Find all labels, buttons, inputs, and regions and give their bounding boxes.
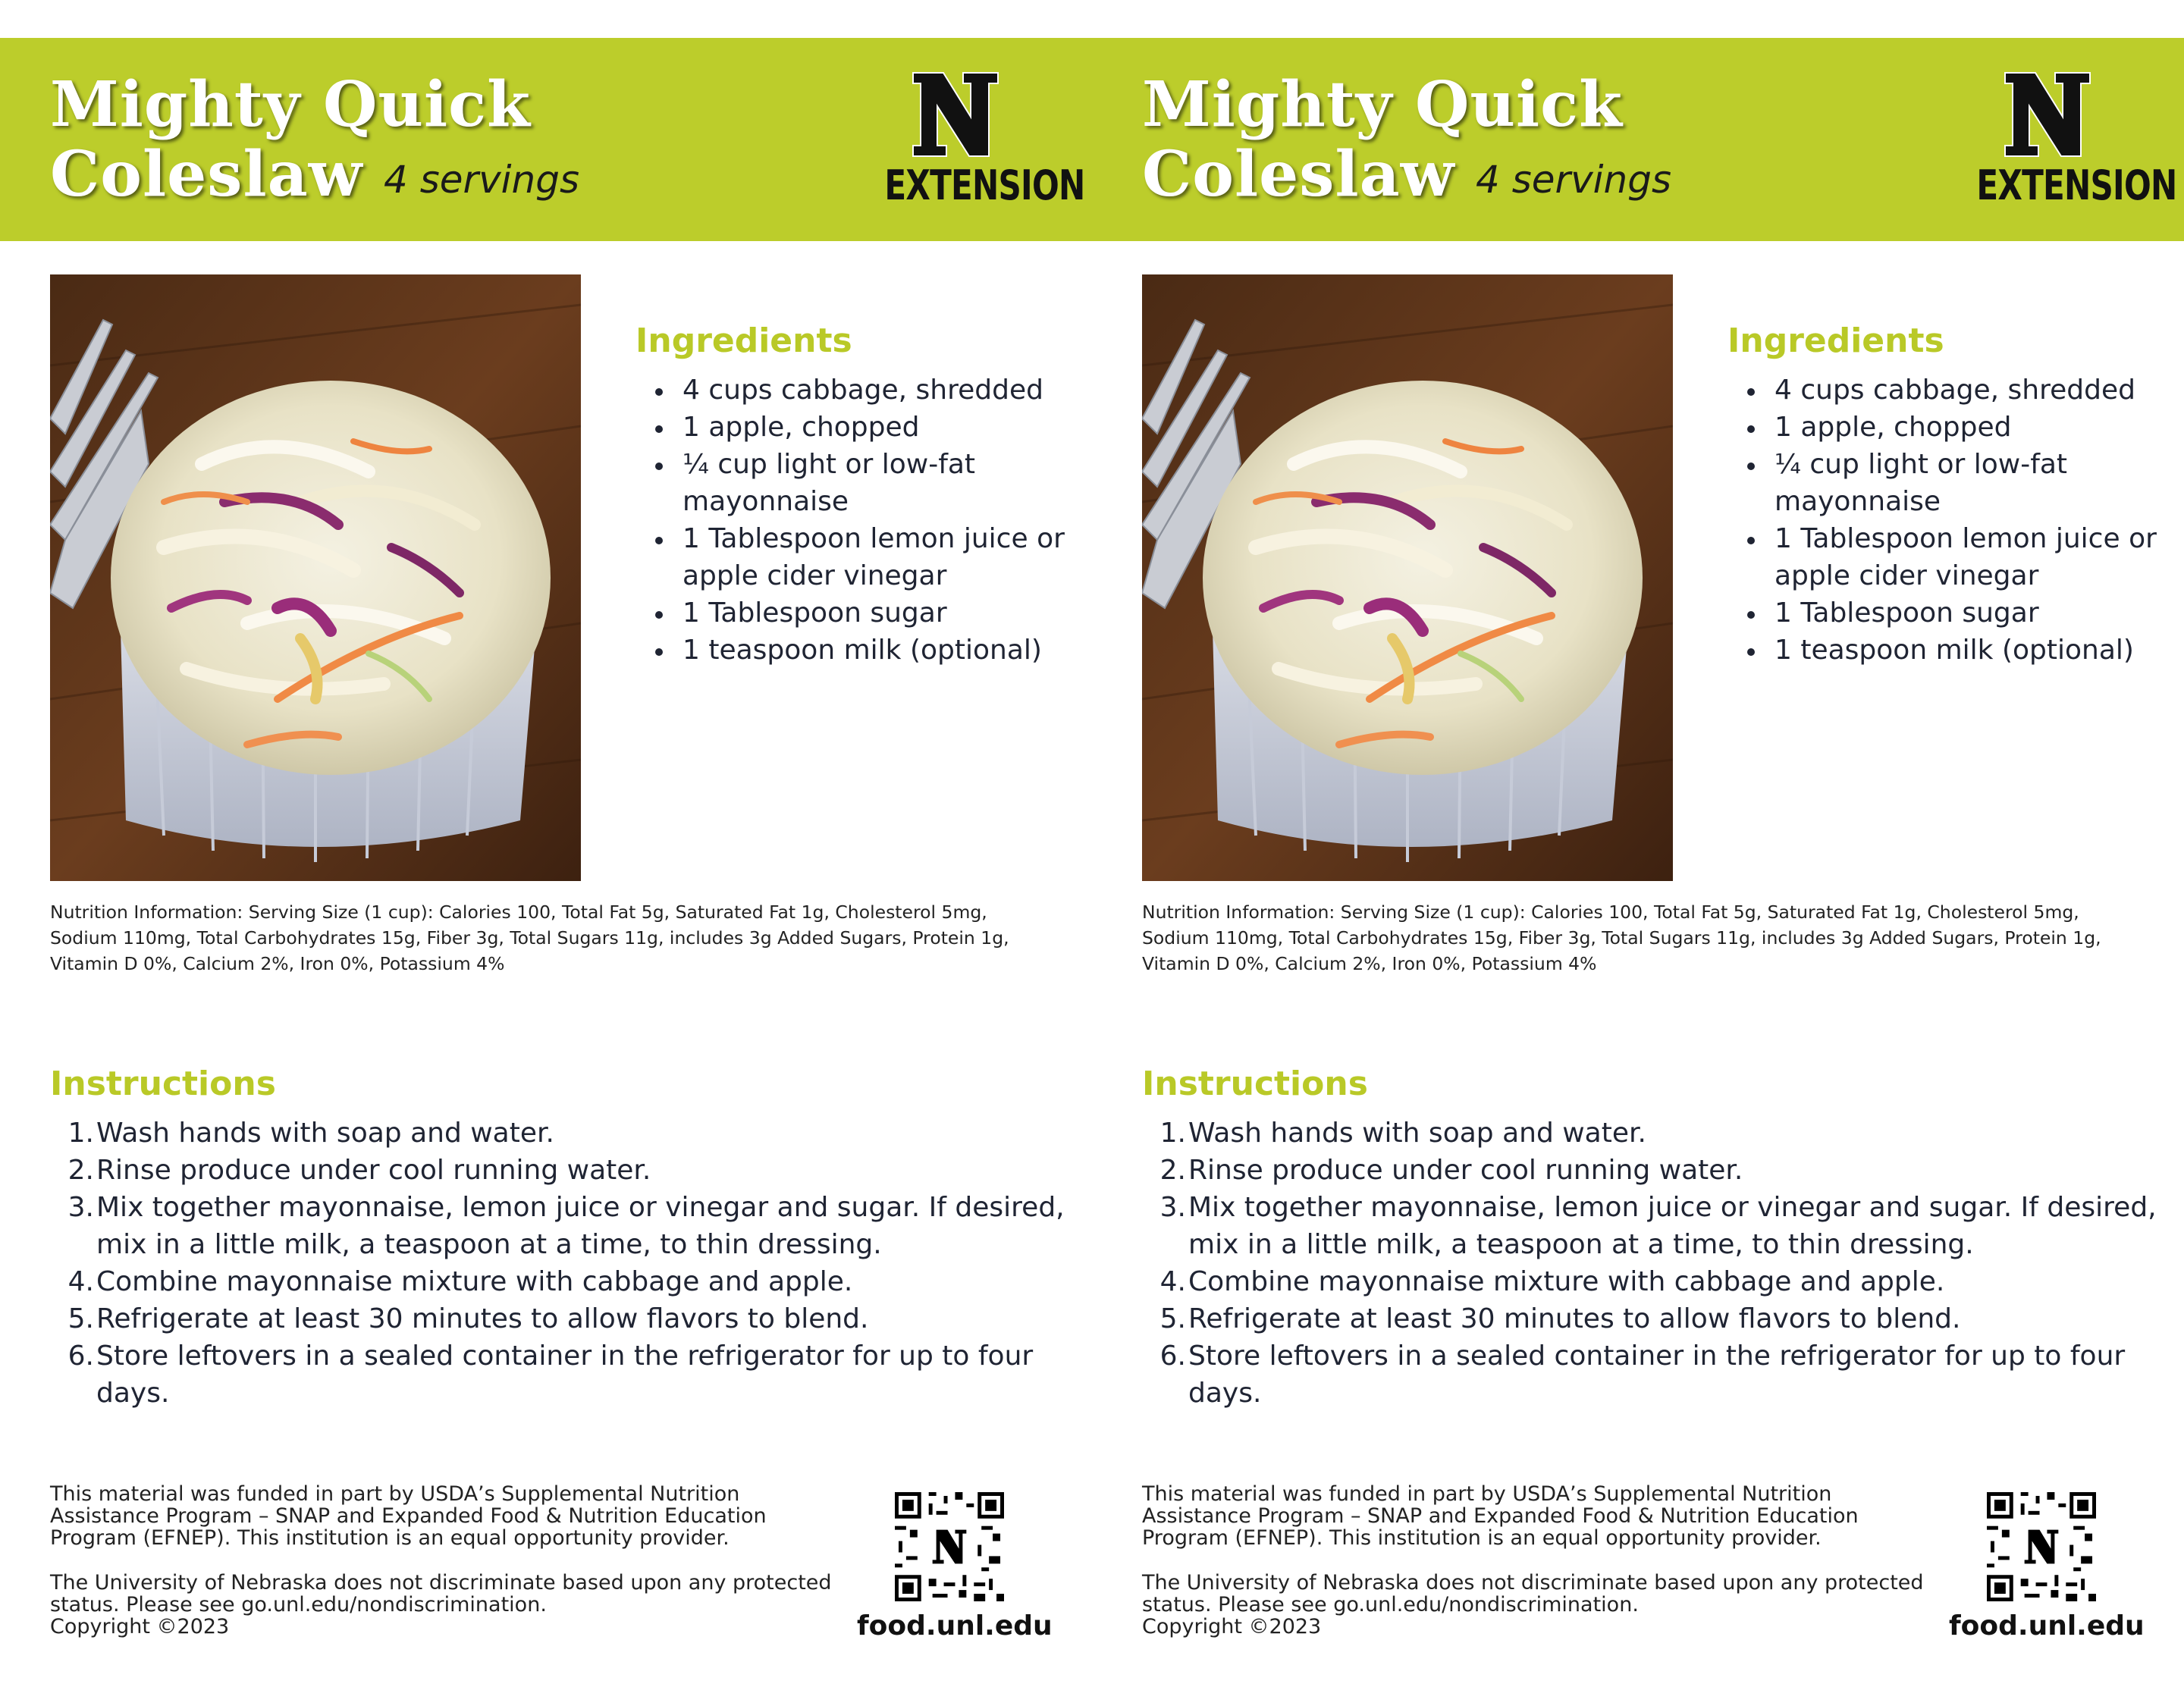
instructions-heading: Instructions (1142, 1065, 1368, 1103)
step-text: Mix together mayonnaise, lemon juice or vinegar and sugar. If desired, mix in a little milk, a teaspoon at a time, to thin dressing. (96, 1192, 1065, 1260)
title-line-1: Mighty Quick (1142, 68, 1623, 141)
ingredients-list (1727, 372, 2184, 669)
funding-text: This material was funded in part by USDA’s Supplemental Nutrition Assistance Program – SNAP and Expanded Food & Nutrition Education Program (EFNEP). This institution is an equal opportunity provider. (1142, 1482, 1859, 1550)
ingredients-heading: Ingredients (635, 321, 852, 360)
instructions-list (1142, 1115, 2158, 1412)
coleslaw-photo (50, 274, 581, 881)
instruction-step (50, 1300, 1066, 1337)
step-number: 6. (1159, 1341, 1186, 1372)
step-text: Combine mayonnaise mixture with cabbage and apple. (96, 1266, 853, 1297)
coleslaw-image (1142, 274, 1673, 881)
ingredient-item: 1 teaspoon milk (optional) (1774, 632, 2184, 669)
step-number: 3. (1159, 1192, 1186, 1223)
step-number: 4. (1159, 1266, 1186, 1297)
extension-logo (1956, 70, 2177, 221)
nutrition-info: Nutrition Information: Serving Size (1 cup): Calories 100, Total Fat 5g, Saturated Fat 1g, Cholesterol 5mg, Sodium 110mg, Total Carbohydrates 15g, Fiber 3g, Total Sugars 11g, includes 3g Added Sugars, Protein 1g, Vitamin D 0%, Calcium 2%, Iron 0%, Potassium 4% (50, 902, 1009, 974)
ingredient-item: 1 Tablespoon sugar (682, 594, 1107, 632)
step-number: 1. (67, 1118, 94, 1149)
instructions-list (50, 1115, 1066, 1412)
coleslaw-image (50, 274, 581, 881)
qr-code-icon[interactable] (1987, 1492, 2096, 1601)
ingredient-item: 1 teaspoon milk (optional) (682, 632, 1107, 669)
copyright-text: Copyright ©2023 (1142, 1615, 1322, 1638)
instruction-step (50, 1152, 1066, 1189)
instruction-step (1142, 1337, 2158, 1412)
title-line-2: Coleslaw (50, 138, 363, 211)
ingredient-item: ¼ cup light or low-fat mayonnaise (1774, 446, 2184, 520)
instruction-step (1142, 1189, 2158, 1263)
nondiscrimination-text: The University of Nebraska does not discriminate based upon any protected status. Please see go.unl.edu/nondiscrimination. (50, 1571, 832, 1616)
website-link[interactable]: food.unl.edu (1949, 1610, 2145, 1642)
step-text: Rinse produce under cool running water. (1188, 1155, 1743, 1186)
step-number: 6. (67, 1341, 94, 1372)
ingredients-list (635, 372, 1107, 669)
ingredient-item: ¼ cup light or low-fat mayonnaise (682, 446, 1107, 520)
funding-statement (50, 1483, 854, 1638)
step-number: 1. (1159, 1118, 1186, 1149)
step-text: Rinse produce under cool running water. (96, 1155, 651, 1186)
title-line-1: Mighty Quick (50, 68, 531, 141)
step-text: Mix together mayonnaise, lemon juice or vinegar and sugar. If desired, mix in a little milk, a teaspoon at a time, to thin dressing. (1188, 1192, 2157, 1260)
instruction-step (1142, 1263, 2158, 1300)
instruction-step (1142, 1115, 2158, 1152)
ingredient-item: 4 cups cabbage, shredded (682, 372, 1107, 409)
coleslaw-photo (1142, 274, 1673, 881)
step-text: Store leftovers in a sealed container in the refrigerator for up to four days. (1188, 1341, 2126, 1409)
step-text: Wash hands with soap and water. (1188, 1118, 1646, 1149)
ingredient-item: 1 Tablespoon sugar (1774, 594, 2184, 632)
step-number: 2. (67, 1155, 94, 1186)
logo-text: EXTENSION (1976, 161, 2177, 209)
ingredient-item: 1 apple, chopped (682, 409, 1107, 446)
copyright-text: Copyright ©2023 (50, 1615, 230, 1638)
website-link[interactable]: food.unl.edu (857, 1610, 1053, 1642)
nebraska-n-logo-icon (910, 70, 1001, 159)
step-text: Wash hands with soap and water. (96, 1118, 554, 1149)
step-text: Refrigerate at least 30 minutes to allow flavors to blend. (1188, 1303, 1961, 1334)
step-number: 4. (67, 1266, 94, 1297)
instructions-heading: Instructions (50, 1065, 276, 1103)
step-number: 3. (67, 1192, 94, 1223)
servings-label: 4 servings (384, 158, 580, 202)
ingredient-item: 1 Tablespoon lemon juice or apple cider vinegar (1774, 520, 2184, 594)
qr-code-icon[interactable] (895, 1492, 1004, 1601)
servings-label: 4 servings (1476, 158, 1672, 202)
step-number: 5. (1159, 1303, 1186, 1334)
instruction-step (50, 1337, 1066, 1412)
instruction-step (50, 1263, 1066, 1300)
instruction-step (1142, 1152, 2158, 1189)
recipe-card (1092, 0, 2184, 1687)
extension-logo (864, 70, 1085, 221)
funding-text: This material was funded in part by USDA’s Supplemental Nutrition Assistance Program – SNAP and Expanded Food & Nutrition Education Program (EFNEP). This institution is an equal opportunity provider. (50, 1482, 767, 1550)
nebraska-n-logo-icon (2002, 70, 2093, 159)
step-text: Store leftovers in a sealed container in the refrigerator for up to four days. (96, 1341, 1034, 1409)
step-number: 2. (1159, 1155, 1186, 1186)
step-text: Combine mayonnaise mixture with cabbage and apple. (1188, 1266, 1945, 1297)
funding-statement (1142, 1483, 1946, 1638)
instruction-step (50, 1189, 1066, 1263)
logo-text: EXTENSION (884, 161, 1085, 209)
step-text: Refrigerate at least 30 minutes to allow flavors to blend. (96, 1303, 869, 1334)
title-line-2: Coleslaw (1142, 138, 1455, 211)
nutrition-info: Nutrition Information: Serving Size (1 cup): Calories 100, Total Fat 5g, Saturated Fat 1g, Cholesterol 5mg, Sodium 110mg, Total Carbohydrates 15g, Fiber 3g, Total Sugars 11g, includes 3g Added Sugars, Protein 1g, Vitamin D 0%, Calcium 2%, Iron 0%, Potassium 4% (1142, 902, 2101, 974)
ingredient-item: 1 Tablespoon lemon juice or apple cider vinegar (682, 520, 1107, 594)
step-number: 5. (67, 1303, 94, 1334)
instruction-step (50, 1115, 1066, 1152)
ingredient-item: 4 cups cabbage, shredded (1774, 372, 2184, 409)
ingredient-item: 1 apple, chopped (1774, 409, 2184, 446)
instruction-step (1142, 1300, 2158, 1337)
nondiscrimination-text: The University of Nebraska does not discriminate based upon any protected status. Please see go.unl.edu/nondiscrimination. (1142, 1571, 1924, 1616)
ingredients-heading: Ingredients (1727, 321, 1944, 360)
